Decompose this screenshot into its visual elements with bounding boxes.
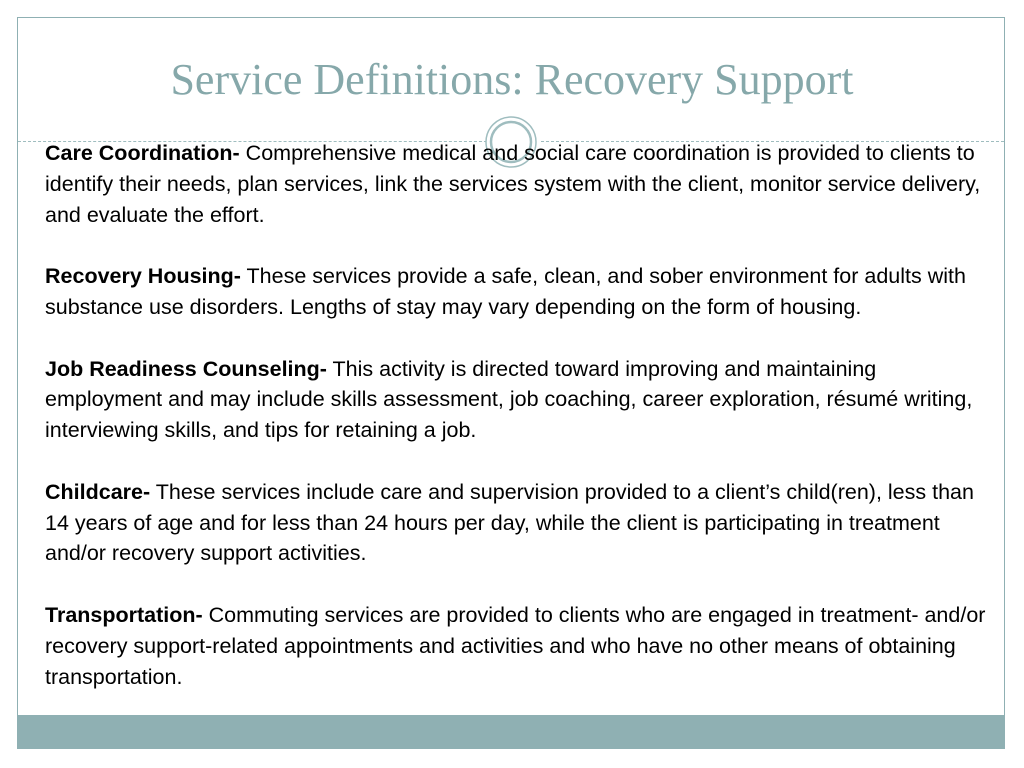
definition-description: Comprehensive medical and social care coordination is provided to clients to identify their needs, plan services, link the services system with the client, monitor service delivery, and evaluate the effort. [45,141,981,227]
definition-description: These services provide a safe, clean, and sober environment for adults with substance use disorders. Lengths of stay may vary depending on the form of housing. [45,264,966,319]
definition-term: Transportation- [45,602,203,627]
definition-description: These services include care and supervision provided to a client’s child(ren), less than 14 years of age and for less than 24 hours per day, while the client is participating in treatment and/or recovery support activities. [45,479,974,566]
definitions-list [45,138,990,723]
definition-term: Job Readiness Counseling- [45,356,327,381]
slide-title: Service Definitions: Recovery Support [170,55,854,104]
definition-description: Commuting services are provided to clients who are engaged in treatment- and/or recovery support-related appointments and activities and who have no other means of obtaining transportation. [45,602,986,689]
definition-description: This activity is directed toward improving and maintaining employment and may include skills assessment, job coaching, career exploration, résumé writing, interviewing skills, and tips for retaining a job. [45,356,973,443]
definition-recovery-housing [45,261,990,323]
definition-care-coordination [45,138,990,230]
definition-job-readiness-counseling [45,354,990,446]
definition-transportation [45,600,990,692]
definition-term: Childcare- [45,479,151,504]
definition-childcare [45,477,990,569]
definition-term: Care Coordination- [45,141,240,165]
definition-term: Recovery Housing- [45,264,241,289]
footer-bar [18,715,1004,748]
